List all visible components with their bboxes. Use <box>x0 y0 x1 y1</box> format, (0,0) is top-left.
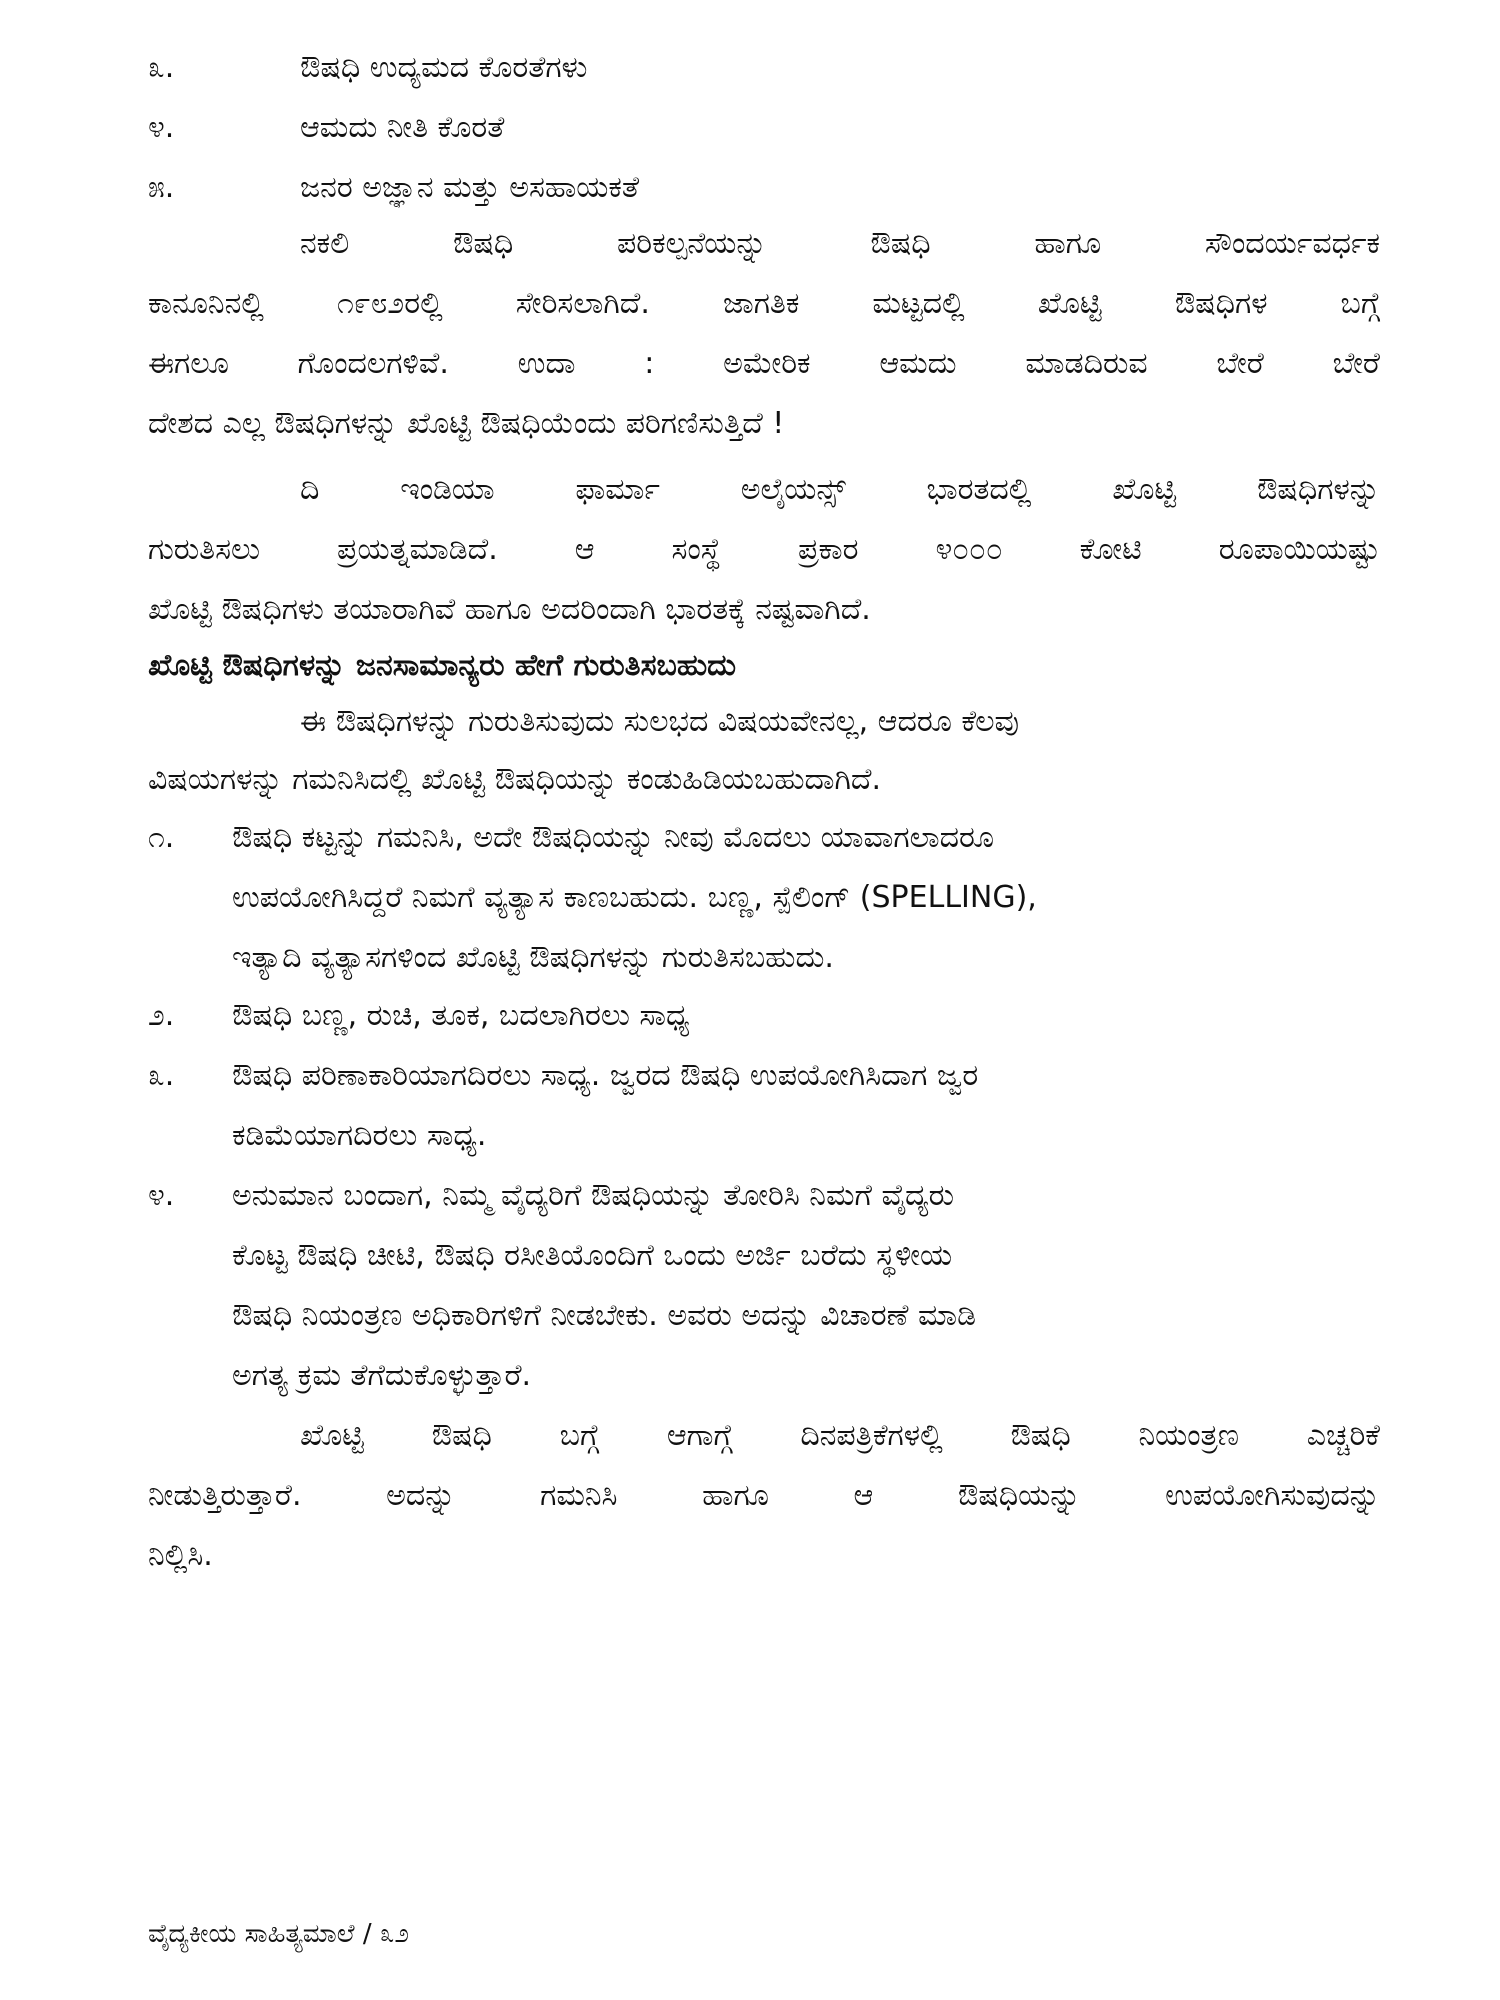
paragraph-line: ನೀಡುತ್ತಿರುತ್ತಾರೆ. ಅದನ್ನು ಗಮನಿಸಿ ಹಾಗೂ ಆ ಔಷಧಿಯನ್ನು ಉಪಯೋಗಿಸುವುದನ್ನು <box>148 1478 1380 1513</box>
paragraph-line: ಈ ಔಷಧಿಗಳನ್ನು ಗುರುತಿಸುವುದು ಸುಲಭದ ವಿಷಯವೇನಲ್ಲ, ಆದರೂ ಕೆಲವು <box>300 704 1020 739</box>
list-item: ಆಮದು ನೀತಿ ಕೊರತೆ <box>300 110 505 145</box>
paragraph-line: ಖೊಟ್ಟಿ ಔಷಧಿ ಬಗ್ಗೆ ಆಗಾಗ್ಗೆ ದಿನಪತ್ರಿಕೆಗಳಲ್ಲಿ ಔಷಧಿ ನಿಯಂತ್ರಣ ಎಚ್ಚರಿಕೆ <box>300 1418 1380 1453</box>
list-number: ೪. <box>148 110 175 145</box>
paragraph-line: ಈಗಲೂ ಗೊಂದಲಗಳಿವೆ. ಉದಾ : ಅಮೇರಿಕ ಆಮದು ಮಾಡದಿರುವ ಬೇರೆ ಬೇರೆ <box>148 346 1380 381</box>
point-line: ಔಷಧಿ ಬಣ್ಣ, ರುಚಿ, ತೂಕ, ಬದಲಾಗಿರಲು ಸಾಧ್ಯ <box>232 998 690 1033</box>
point-number: ೪. <box>148 1178 175 1213</box>
section-heading: ಖೊಟ್ಟಿ ಔಷಧಿಗಳನ್ನು ಜನಸಾಮಾನ್ಯರು ಹೇಗೆ ಗುರುತಿಸಬಹುದು <box>148 648 737 683</box>
list-item: ಔಷಧಿ ಉದ್ಯಮದ ಕೊರತೆಗಳು <box>300 50 588 85</box>
point-line: ಔಷಧಿ ನಿಯಂತ್ರಣ ಅಧಿಕಾರಿಗಳಿಗೆ ನೀಡಬೇಕು. ಅವರು ಅದನ್ನು ವಿಚಾರಣೆ ಮಾಡಿ <box>232 1298 976 1333</box>
point-line: ಅಗತ್ಯ ಕ್ರಮ ತೆಗೆದುಕೊಳ್ಳುತ್ತಾರೆ. <box>232 1358 532 1393</box>
point-line: ಉಪಯೋಗಿಸಿದ್ದರೆ ನಿಮಗೆ ವ್ಯತ್ಯಾಸ ಕಾಣಬಹುದು. ಬಣ್ಣ, ಸ್ಪೆಲಿಂಗ್ (SPELLING), <box>232 880 1037 915</box>
point-number: ೨. <box>148 998 175 1033</box>
paragraph-line: ಕಾನೂನಿನಲ್ಲಿ ೧೯೮೨ರಲ್ಲಿ ಸೇರಿಸಲಾಗಿದೆ. ಜಾಗತಿಕ ಮಟ್ಟದಲ್ಲಿ ಖೊಟ್ಟಿ ಔಷಧಿಗಳ ಬಗ್ಗೆ <box>148 286 1380 321</box>
paragraph-line: ವಿಷಯಗಳನ್ನು ಗಮನಿಸಿದಲ್ಲಿ ಖೊಟ್ಟಿ ಔಷಧಿಯನ್ನು ಕಂಡುಹಿಡಿಯಬಹುದಾಗಿದೆ. <box>148 762 882 797</box>
paragraph-line: ನಿಲ್ಲಿಸಿ. <box>148 1538 213 1573</box>
paragraph-line: ಗುರುತಿಸಲು ಪ್ರಯತ್ನಮಾಡಿದೆ. ಆ ಸಂಸ್ಥೆ ಪ್ರಕಾರ ೪೦೦೦ ಕೋಟಿ ರೂಪಾಯಿಯಷ್ಟು <box>148 532 1380 567</box>
point-line: ಔಷಧಿ ಕಟ್ಟನ್ನು ಗಮನಿಸಿ, ಅದೇ ಔಷಧಿಯನ್ನು ನೀವು ಮೊದಲು ಯಾವಾಗಲಾದರೂ <box>232 820 994 855</box>
paragraph-line: ನಕಲಿ ಔಷಧಿ ಪರಿಕಲ್ಪನೆಯನ್ನು ಔಷಧಿ ಹಾಗೂ ಸೌಂದರ್ಯವರ್ಧಕ <box>300 226 1380 261</box>
paragraph-line: ಖೊಟ್ಟಿ ಔಷಧಿಗಳು ತಯಾರಾಗಿವೆ ಹಾಗೂ ಅದರಿಂದಾಗಿ ಭಾರತಕ್ಕೆ ನಷ್ಟವಾಗಿದೆ. <box>148 592 871 627</box>
list-item: ಜನರ ಅಜ್ಞಾನ ಮತ್ತು ಅಸಹಾಯಕತೆ <box>300 170 640 205</box>
point-number: ೧. <box>148 820 175 855</box>
point-number: ೩. <box>148 1058 175 1093</box>
paragraph-line: ದೇಶದ ಎಲ್ಲ ಔಷಧಿಗಳನ್ನು ಖೊಟ್ಟಿ ಔಷಧಿಯೆಂದು ಪರಿಗಣಿಸುತ್ತಿದೆ ! <box>148 406 785 441</box>
point-line: ಅನುಮಾನ ಬಂದಾಗ, ನಿಮ್ಮ ವೈದ್ಯರಿಗೆ ಔಷಧಿಯನ್ನು ತೋರಿಸಿ ನಿಮಗೆ ವೈದ್ಯರು <box>232 1178 954 1213</box>
list-number: ೩. <box>148 50 175 85</box>
point-line: ಇತ್ಯಾದಿ ವ್ಯತ್ಯಾಸಗಳಿಂದ ಖೊಟ್ಟಿ ಔಷಧಿಗಳನ್ನು ಗುರುತಿಸಬಹುದು. <box>232 940 834 975</box>
page-footer: ವೈದ್ಯಕೀಯ ಸಾಹಿತ್ಯಮಾಲೆ / ೩೨ <box>148 1919 410 1949</box>
list-number: ೫. <box>148 170 175 205</box>
point-line: ಔಷಧಿ ಪರಿಣಾಕಾರಿಯಾಗದಿರಲು ಸಾಧ್ಯ. ಜ್ವರದ ಔಷಧಿ ಉಪಯೋಗಿಸಿದಾಗ ಜ್ವರ <box>232 1058 979 1093</box>
point-line: ಕಡಿಮೆಯಾಗದಿರಲು ಸಾಧ್ಯ. <box>232 1118 487 1153</box>
paragraph-line: ದಿ ಇಂಡಿಯಾ ಫಾರ್ಮಾ ಅಲೈಯನ್ಸ್ ಭಾರತದಲ್ಲಿ ಖೊಟ್ಟಿ ಔಷಧಿಗಳನ್ನು <box>300 472 1380 507</box>
point-line: ಕೊಟ್ಟ ಔಷಧಿ ಚೀಟಿ, ಔಷಧಿ ರಸೀತಿಯೊಂದಿಗೆ ಒಂದು ಅರ್ಜಿ ಬರೆದು ಸ್ಥಳೀಯ <box>232 1238 953 1273</box>
